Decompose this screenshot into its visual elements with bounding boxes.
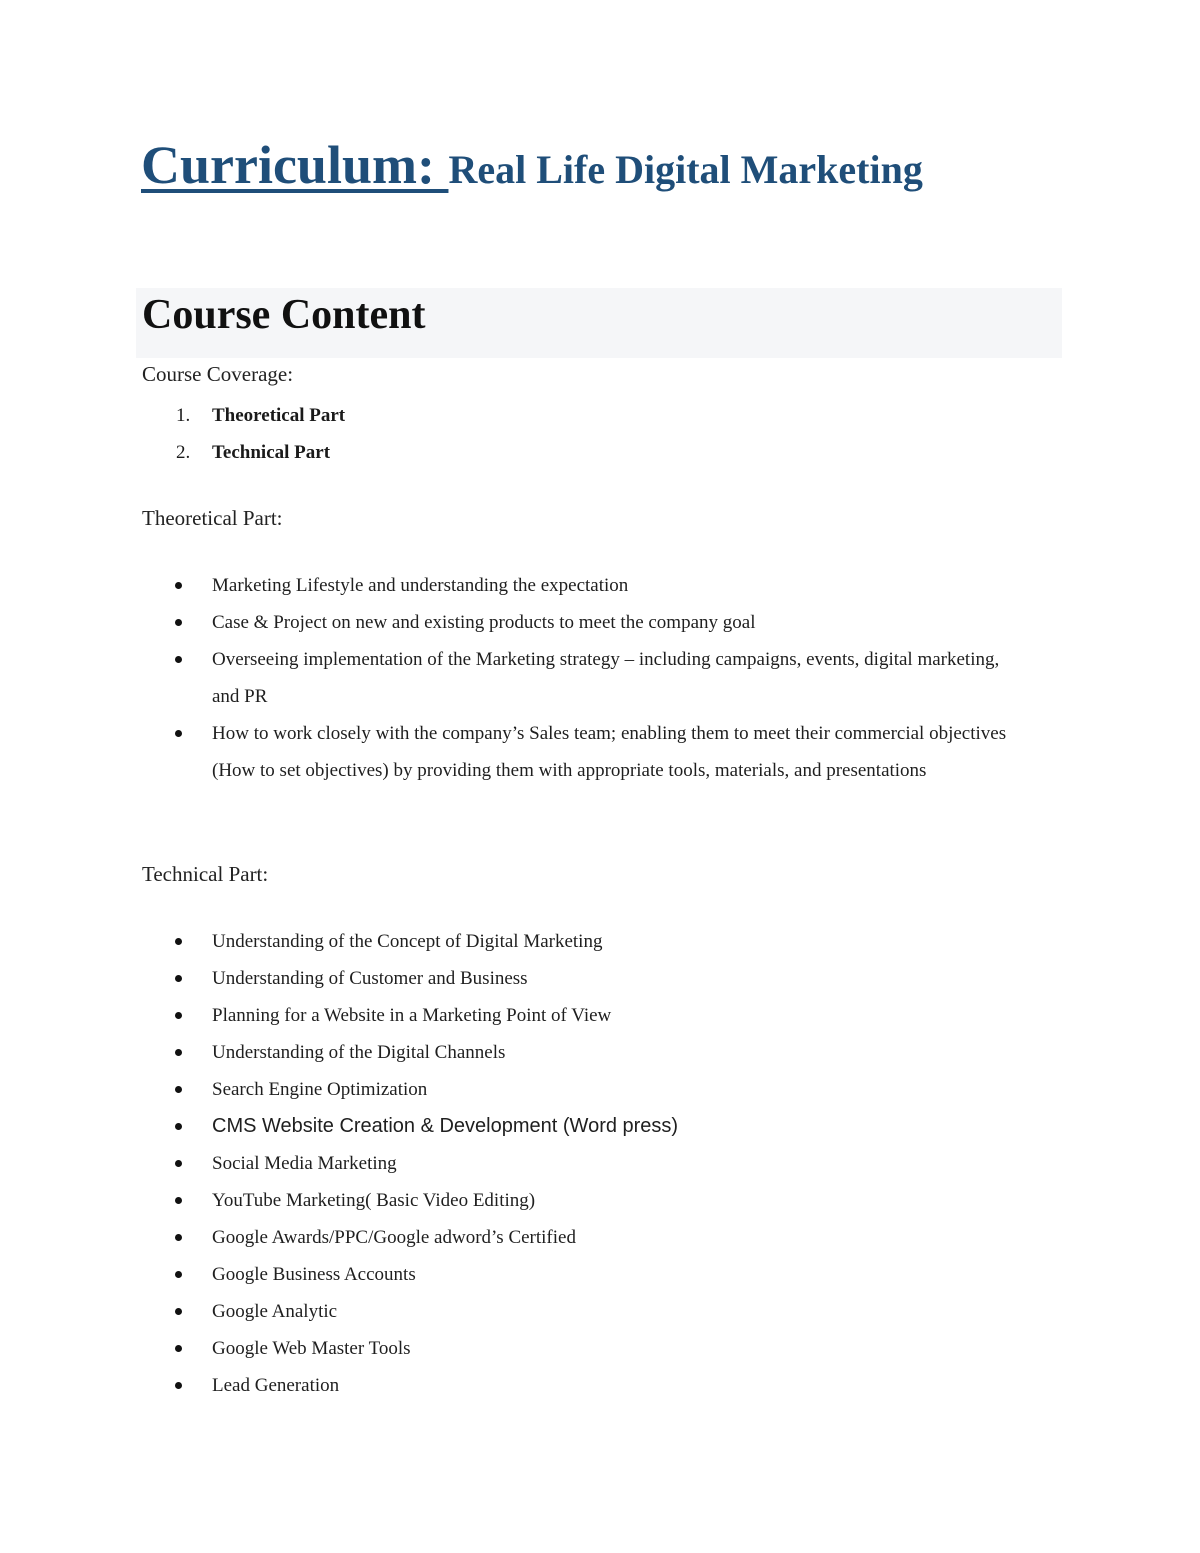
list-item-text: Understanding of the Concept of Digital Marketing bbox=[212, 931, 603, 952]
technical-list bbox=[142, 923, 1022, 1404]
theoretical-list bbox=[142, 567, 1022, 789]
title-sub: Real Life Digital Marketing bbox=[448, 147, 923, 192]
list-item-text: Marketing Lifestyle and understanding the expectation bbox=[212, 575, 629, 596]
bullet-icon bbox=[175, 656, 182, 663]
list-item-text: Lead Generation bbox=[212, 1375, 340, 1396]
bullet-icon bbox=[175, 582, 182, 589]
list-item-text: Google Analytic bbox=[212, 1301, 338, 1322]
technical-label: Technical Part: bbox=[142, 862, 269, 886]
list-item-text: Understanding of the Digital Channels bbox=[212, 1042, 506, 1063]
list-item bbox=[142, 604, 1022, 641]
list-item-text: Google Business Accounts bbox=[212, 1264, 416, 1285]
list-item bbox=[142, 1182, 1022, 1219]
list-item-text: CMS Website Creation & Development (Word press) bbox=[212, 1115, 679, 1137]
list-item bbox=[142, 641, 1022, 715]
list-item bbox=[142, 1293, 1022, 1330]
list-item bbox=[142, 997, 1022, 1034]
bullet-icon bbox=[175, 1012, 182, 1019]
coverage-label: Course Coverage: bbox=[142, 362, 294, 386]
list-item-text: Theoretical Part bbox=[212, 405, 346, 426]
list-item bbox=[142, 443, 345, 480]
list-item bbox=[142, 567, 1022, 604]
list-item bbox=[142, 960, 1022, 997]
list-item-text: Google Web Master Tools bbox=[212, 1338, 411, 1359]
list-item bbox=[142, 1145, 1022, 1182]
list-item bbox=[142, 1219, 1022, 1256]
list-item-text: How to work closely with the company’s Sales team; enabling them to meet their commercial objectives (How to set objectives) by providing them with appropriate tools, materials, and presentations bbox=[212, 723, 1007, 781]
list-item bbox=[142, 1330, 1022, 1367]
list-item-text: Search Engine Optimization bbox=[212, 1079, 428, 1100]
list-number: 2. bbox=[176, 442, 191, 463]
bullet-icon bbox=[175, 1197, 182, 1204]
bullet-icon bbox=[175, 1049, 182, 1056]
list-item bbox=[142, 923, 1022, 960]
list-item-text: Technical Part bbox=[212, 442, 331, 463]
list-item-text: Social Media Marketing bbox=[212, 1153, 397, 1174]
bullet-icon bbox=[175, 1086, 182, 1093]
list-item-text: Overseeing implementation of the Marketing strategy – including campaigns, events, digital marketing, and PR bbox=[212, 649, 1000, 707]
list-number: 1. bbox=[176, 405, 191, 426]
list-item bbox=[142, 1034, 1022, 1071]
bullet-icon bbox=[175, 975, 182, 982]
list-item-text: Planning for a Website in a Marketing Point of View bbox=[212, 1005, 612, 1026]
bullet-icon bbox=[175, 1345, 182, 1352]
list-item bbox=[142, 1071, 1022, 1108]
list-item bbox=[142, 1108, 1022, 1145]
list-item bbox=[142, 406, 345, 443]
list-item-text: YouTube Marketing( Basic Video Editing) bbox=[212, 1190, 536, 1211]
list-item bbox=[142, 715, 1022, 789]
bullet-icon bbox=[175, 1160, 182, 1167]
bullet-icon bbox=[175, 1382, 182, 1389]
theoretical-label: Theoretical Part: bbox=[142, 506, 283, 530]
coverage-list bbox=[142, 406, 345, 480]
title-main: Curriculum: bbox=[141, 135, 449, 195]
section-heading: Course Content bbox=[142, 292, 426, 338]
bullet-icon bbox=[175, 1271, 182, 1278]
list-item-text: Google Awards/PPC/Google adword’s Certified bbox=[212, 1227, 576, 1248]
bullet-icon bbox=[175, 619, 182, 626]
list-item bbox=[142, 1367, 1022, 1404]
bullet-icon bbox=[175, 1308, 182, 1315]
bullet-icon bbox=[175, 938, 182, 945]
list-item bbox=[142, 1256, 1022, 1293]
list-item-text: Understanding of Customer and Business bbox=[212, 968, 528, 989]
bullet-icon bbox=[175, 730, 182, 737]
document-title bbox=[141, 135, 923, 195]
bullet-icon bbox=[175, 1234, 182, 1241]
list-item-text: Case & Project on new and existing products to meet the company goal bbox=[212, 612, 756, 633]
bullet-icon bbox=[175, 1123, 182, 1130]
